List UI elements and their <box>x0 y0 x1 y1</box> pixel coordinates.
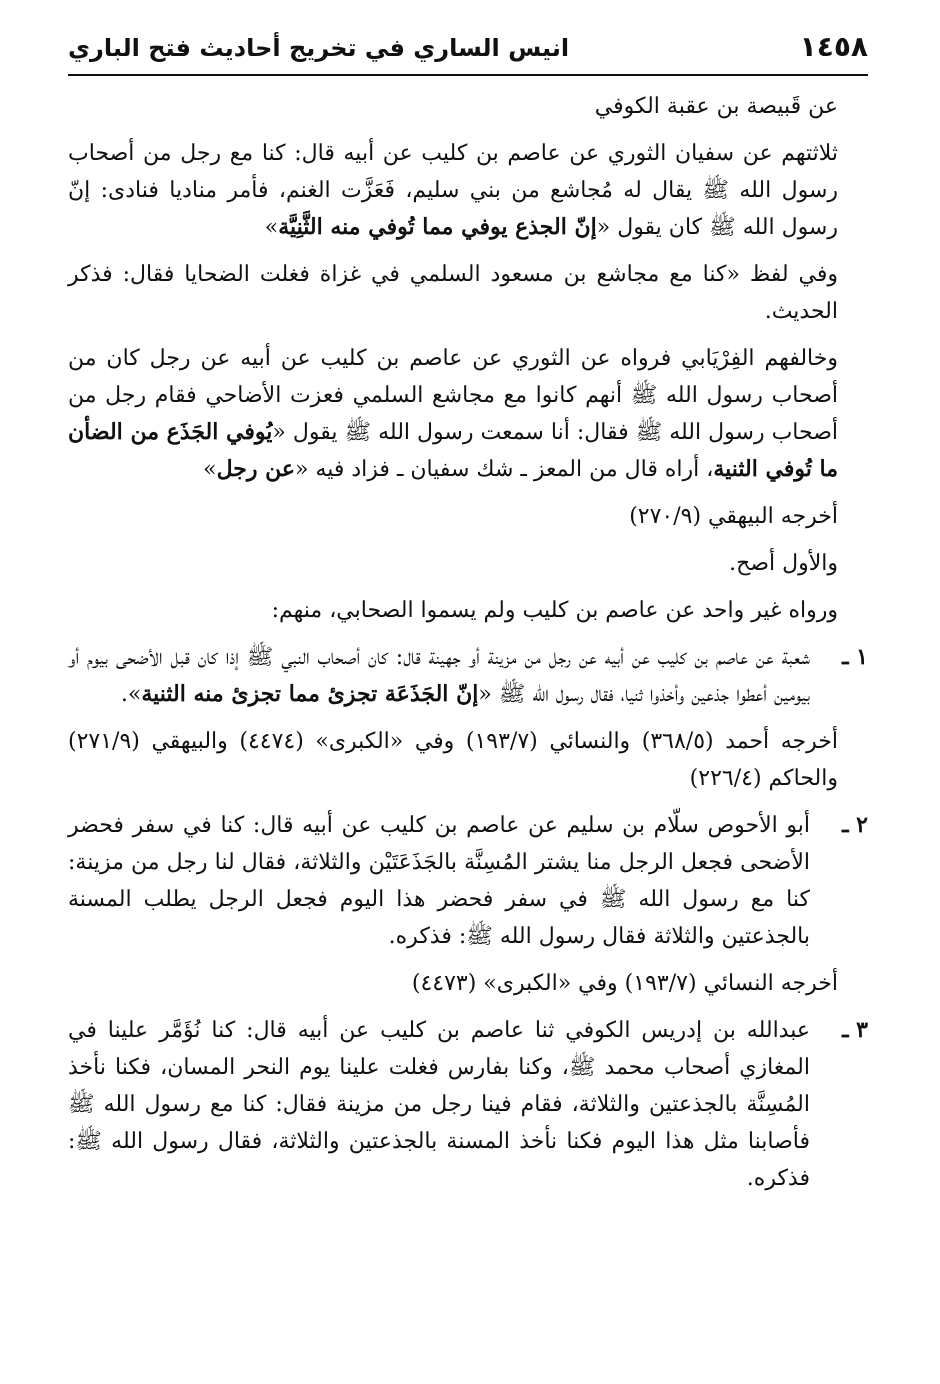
paragraph-variant-wording: وفي لفظ «كنا مع مجاشع بن مسعود السلمي في غزاة فغلت الضحايا فقال: فذكر الحديث. <box>68 262 838 324</box>
item-number: ٢ ـ <box>842 812 868 838</box>
paragraph-others-intro: ورواه غير واحد عن عاصم بن كليب ولم يسموا الصحابي، منهم: <box>271 598 838 623</box>
faryabi-close: » <box>203 457 217 482</box>
faryabi-addition: عن رجل <box>216 456 295 482</box>
item-quote-close: ». <box>120 682 142 707</box>
list-item <box>68 1012 868 1197</box>
faryabi-quote: يُوفي الجَذَع من الضأن ما تُوفي الثنية <box>68 419 838 482</box>
paragraph-chain-end: عن قَبيصة بن عقبة الكوفي <box>594 94 838 119</box>
list-item <box>68 807 868 955</box>
paragraph-hadith-text <box>68 135 868 246</box>
faryabi-middle: ، أراه قال من المعز ـ شك سفيان ـ فزاد فيه « <box>294 457 714 482</box>
page-header <box>68 30 868 72</box>
page-body <box>68 88 868 1207</box>
paragraph-verdict: والأول أصح. <box>729 551 838 576</box>
running-title: انيس الساري في تخريج أحاديث فتح الباري <box>68 34 570 62</box>
item-source: أخرجه أحمد (٣٦٨/٥) والنسائي (١٩٣/٧) وفي «الكبرى» (٤٤٧٤) والبيهقي (٢٧١/٩) والحاكم (٢٢٦/٤) <box>68 729 838 791</box>
item-narration: شعبة عن عاصم بن كليب عن أبيه عن رجل من مزينة أو جهينة قال: كان أصحاب النبي ﷺ إذا كان قبل الأضحى بيوم أو بيومين أعطوا جذعين وأخذوا ثنيا، فقال رسول الله ﷺ « <box>68 645 810 707</box>
quote-close: » <box>264 215 279 240</box>
hadith-quote: إنّ الجذع يوفي مما تُوفي منه الثَّنِيَّة <box>278 214 597 240</box>
item-quote: إنّ الجَذَعَة تجزئ مما تجزئ منه الثنية <box>141 681 479 707</box>
faryabi-narration: وخالفهم الفِرْيَابي فرواه عن الثوري عن عاصم بن كليب عن أبيه عن رجل كان من أصحاب رسول الله ﷺ أنهم كانوا مع مجاشع السلمي فعزت الأضاحي فقام رجل من أصحاب رسول الله ﷺ فقال: أنا سمعت رسول الله ﷺ يقول « <box>68 346 838 445</box>
item-text: أبو الأحوص سلّام بن سليم عن عاصم بن كليب عن أبيه قال: كنا في سفر فحضر الأضحى فجعل الرجل منا يشتر المُسِنَّة بالجَذَعَتَيْن والثلاثة، فقال لنا رجل من مزينة: كنا مع رسول الله ﷺ في سفر فحضر هذا اليوم فجعل الرجل يطلب المسنة بالجذعتين والثلاثة فقال رسول الله ﷺ: فذكره. <box>68 813 810 949</box>
item-text: عبدالله بن إدريس الكوفي ثنا عاصم بن كليب عن أبيه قال: كنا نُؤَمَّر علينا في المغازي أصحاب محمد ﷺ، وكنا بفارس فغلت علينا يوم النحر المسان، فكنا نأخذ المُسِنَّة بالجذعتين والثلاثة، فقام فينا رجل من مزينة فقال: كنا مع رسول الله ﷺ فأصابنا مثل هذا اليوم فكنا نأخذ المسنة بالجذعتين والثلاثة، فقال رسول الله ﷺ: فذكره. <box>68 1018 810 1191</box>
paragraph-bayhaqi-source: أخرجه البيهقي (٢٧٠/٩) <box>629 504 838 529</box>
page-number: ١٤٥٨ <box>799 30 868 63</box>
item-text <box>68 639 810 713</box>
hadith-narration: ثلاثتهم عن سفيان الثوري عن عاصم بن كليب عن أبيه قال: كنا مع رجل من أصحاب رسول الله ﷺ يقال له مُجاشع من بني سليم، فَعَزَّت الغنم، فأمر مناديا فنادى: إنّ رسول الله ﷺ كان يقول « <box>68 141 838 240</box>
header-rule <box>68 74 868 76</box>
item-number: ٣ ـ <box>842 1017 868 1043</box>
paragraph-faryabi <box>68 340 868 488</box>
list-item <box>68 639 868 713</box>
item-number: ١ ـ <box>842 644 868 670</box>
item-source: أخرجه النسائي (١٩٣/٧) وفي «الكبرى» (٤٤٧٣) <box>411 971 838 996</box>
